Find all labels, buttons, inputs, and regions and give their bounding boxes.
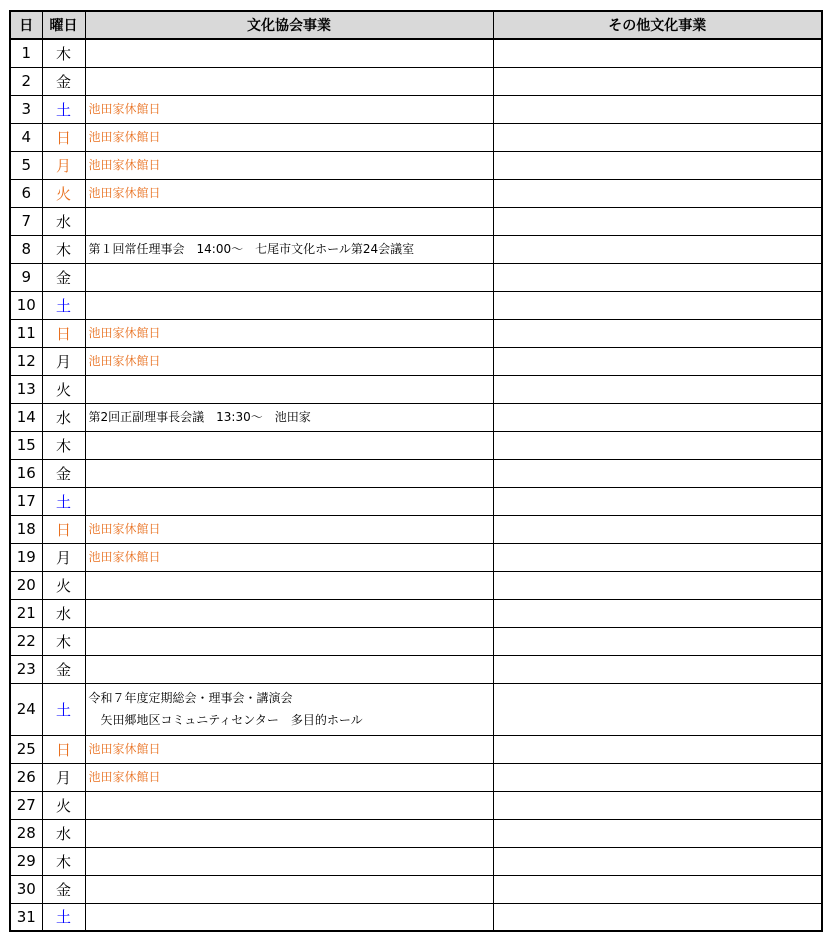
other-event-cell [493, 903, 822, 931]
day-cell: 14 [10, 403, 42, 431]
table-row [10, 903, 822, 931]
weekday-cell: 木 [42, 39, 85, 67]
table-row [10, 487, 822, 515]
bunka-kyokai-event-cell [85, 543, 493, 571]
bunka-kyokai-event-cell [85, 291, 493, 319]
bunka-kyokai-event-cell [85, 875, 493, 903]
bunka-kyokai-event-cell [85, 627, 493, 655]
weekday-cell: 月 [42, 151, 85, 179]
day-cell: 11 [10, 319, 42, 347]
table-row [10, 683, 822, 735]
bunka-kyokai-event-cell [85, 403, 493, 431]
weekday-cell: 火 [42, 791, 85, 819]
table-row [10, 347, 822, 375]
other-event-cell [493, 459, 822, 487]
day-cell: 24 [10, 683, 42, 735]
day-cell: 18 [10, 515, 42, 543]
other-event-cell [493, 735, 822, 763]
bunka-kyokai-event-cell [85, 599, 493, 627]
weekday-cell: 月 [42, 763, 85, 791]
day-cell: 4 [10, 123, 42, 151]
bunka-kyokai-event-cell [85, 431, 493, 459]
bunka-kyokai-event-cell [85, 819, 493, 847]
table-row [10, 735, 822, 763]
table-row [10, 515, 822, 543]
event-text: 第１回常任理事会 14:00～ 七尾市文化ホール第24会議室 [88, 242, 415, 256]
other-event-cell [493, 235, 822, 263]
weekday-cell: 水 [42, 819, 85, 847]
day-cell: 25 [10, 735, 42, 763]
day-cell: 6 [10, 179, 42, 207]
table-row [10, 151, 822, 179]
day-cell: 27 [10, 791, 42, 819]
other-event-cell [493, 375, 822, 403]
bunka-kyokai-event-cell [85, 763, 493, 791]
bunka-kyokai-event-cell [85, 683, 493, 735]
weekday-cell: 金 [42, 263, 85, 291]
bunka-kyokai-event-cell [85, 515, 493, 543]
weekday-cell: 木 [42, 847, 85, 875]
other-event-cell [493, 291, 822, 319]
other-event-cell [493, 207, 822, 235]
other-event-cell [493, 847, 822, 875]
bunka-kyokai-event-cell [85, 571, 493, 599]
weekday-cell: 月 [42, 543, 85, 571]
table-row [10, 235, 822, 263]
bunka-kyokai-event-cell [85, 903, 493, 931]
event-text: 池田家休館日 [88, 158, 161, 172]
weekday-cell: 木 [42, 235, 85, 263]
day-cell: 7 [10, 207, 42, 235]
event-text: 第2回正副理事長会議 13:30～ 池田家 [88, 410, 311, 424]
table-row [10, 263, 822, 291]
header-weekday: 曜日 [42, 11, 85, 39]
bunka-kyokai-event-cell [85, 487, 493, 515]
other-event-cell [493, 67, 822, 95]
other-event-cell [493, 763, 822, 791]
bunka-kyokai-event-cell [85, 735, 493, 763]
other-event-cell [493, 319, 822, 347]
event-text: 池田家休館日 [88, 102, 161, 116]
schedule-body [10, 39, 822, 931]
event-text: 池田家休館日 [88, 326, 161, 340]
table-row [10, 847, 822, 875]
weekday-cell: 金 [42, 655, 85, 683]
table-row [10, 459, 822, 487]
table-row [10, 375, 822, 403]
day-cell: 9 [10, 263, 42, 291]
bunka-kyokai-event-cell [85, 67, 493, 95]
day-cell: 2 [10, 67, 42, 95]
other-event-cell [493, 179, 822, 207]
event-text: 令和７年度定期総会・理事会・講演会 [88, 691, 293, 705]
weekday-cell: 火 [42, 375, 85, 403]
other-event-cell [493, 819, 822, 847]
weekday-cell: 水 [42, 207, 85, 235]
day-cell: 1 [10, 39, 42, 67]
weekday-cell: 土 [42, 95, 85, 123]
other-event-cell [493, 515, 822, 543]
weekday-cell: 土 [42, 291, 85, 319]
table-row [10, 95, 822, 123]
table-row [10, 655, 822, 683]
other-event-cell [493, 39, 822, 67]
weekday-cell: 水 [42, 403, 85, 431]
table-row [10, 819, 822, 847]
weekday-cell: 月 [42, 347, 85, 375]
other-event-cell [493, 151, 822, 179]
header-day: 日 [10, 11, 42, 39]
other-event-cell [493, 123, 822, 151]
other-event-cell [493, 95, 822, 123]
table-row [10, 67, 822, 95]
other-event-cell [493, 431, 822, 459]
event-text: 池田家休館日 [88, 354, 161, 368]
day-cell: 17 [10, 487, 42, 515]
weekday-cell: 日 [42, 123, 85, 151]
day-cell: 5 [10, 151, 42, 179]
schedule-table [9, 10, 823, 932]
other-event-cell [493, 683, 822, 735]
table-row [10, 571, 822, 599]
day-cell: 26 [10, 763, 42, 791]
table-row [10, 207, 822, 235]
bunka-kyokai-event-cell [85, 347, 493, 375]
other-event-cell [493, 875, 822, 903]
weekday-cell: 土 [42, 487, 85, 515]
event-text: 池田家休館日 [88, 550, 161, 564]
day-cell: 12 [10, 347, 42, 375]
table-row [10, 599, 822, 627]
day-cell: 30 [10, 875, 42, 903]
day-cell: 8 [10, 235, 42, 263]
table-row [10, 319, 822, 347]
weekday-cell: 木 [42, 627, 85, 655]
other-event-cell [493, 655, 822, 683]
weekday-cell: 金 [42, 459, 85, 487]
day-cell: 10 [10, 291, 42, 319]
table-row [10, 291, 822, 319]
other-event-cell [493, 403, 822, 431]
day-cell: 16 [10, 459, 42, 487]
weekday-cell: 土 [42, 683, 85, 735]
event-text: 池田家休館日 [88, 742, 161, 756]
event-text: 矢田郷地区コミュニティセンター 多目的ホール [100, 713, 363, 727]
bunka-kyokai-event-cell [85, 179, 493, 207]
bunka-kyokai-event-cell [85, 151, 493, 179]
event-text: 池田家休館日 [88, 186, 161, 200]
other-event-cell [493, 791, 822, 819]
weekday-cell: 火 [42, 571, 85, 599]
weekday-cell: 日 [42, 735, 85, 763]
day-cell: 23 [10, 655, 42, 683]
day-cell: 29 [10, 847, 42, 875]
other-event-cell [493, 263, 822, 291]
day-cell: 19 [10, 543, 42, 571]
table-row [10, 123, 822, 151]
header-row [10, 11, 822, 39]
other-event-cell [493, 571, 822, 599]
table-row [10, 875, 822, 903]
bunka-kyokai-event-cell [85, 235, 493, 263]
other-event-cell [493, 599, 822, 627]
weekday-cell: 日 [42, 515, 85, 543]
bunka-kyokai-event-cell [85, 95, 493, 123]
day-cell: 22 [10, 627, 42, 655]
weekday-cell: 金 [42, 875, 85, 903]
table-row [10, 179, 822, 207]
bunka-kyokai-event-cell [85, 263, 493, 291]
weekday-cell: 日 [42, 319, 85, 347]
day-cell: 15 [10, 431, 42, 459]
event-text: 池田家休館日 [88, 770, 161, 784]
bunka-kyokai-event-cell [85, 207, 493, 235]
weekday-cell: 水 [42, 599, 85, 627]
day-cell: 31 [10, 903, 42, 931]
table-row [10, 403, 822, 431]
other-event-cell [493, 627, 822, 655]
day-cell: 20 [10, 571, 42, 599]
header-bunka-kyokai: 文化協会事業 [85, 11, 493, 39]
header-other: その他文化事業 [493, 11, 822, 39]
other-event-cell [493, 487, 822, 515]
bunka-kyokai-event-cell [85, 375, 493, 403]
other-event-cell [493, 347, 822, 375]
day-cell: 28 [10, 819, 42, 847]
weekday-cell: 土 [42, 903, 85, 931]
table-row [10, 39, 822, 67]
day-cell: 21 [10, 599, 42, 627]
bunka-kyokai-event-cell [85, 847, 493, 875]
weekday-cell: 木 [42, 431, 85, 459]
event-text: 池田家休館日 [88, 522, 161, 536]
bunka-kyokai-event-cell [85, 655, 493, 683]
bunka-kyokai-event-cell [85, 123, 493, 151]
table-row [10, 431, 822, 459]
weekday-cell: 金 [42, 67, 85, 95]
event-text: 池田家休館日 [88, 130, 161, 144]
weekday-cell: 火 [42, 179, 85, 207]
bunka-kyokai-event-cell [85, 319, 493, 347]
bunka-kyokai-event-cell [85, 459, 493, 487]
table-row [10, 763, 822, 791]
day-cell: 3 [10, 95, 42, 123]
bunka-kyokai-event-cell [85, 791, 493, 819]
day-cell: 13 [10, 375, 42, 403]
bunka-kyokai-event-cell [85, 39, 493, 67]
table-row [10, 791, 822, 819]
other-event-cell [493, 543, 822, 571]
table-row [10, 627, 822, 655]
table-row [10, 543, 822, 571]
